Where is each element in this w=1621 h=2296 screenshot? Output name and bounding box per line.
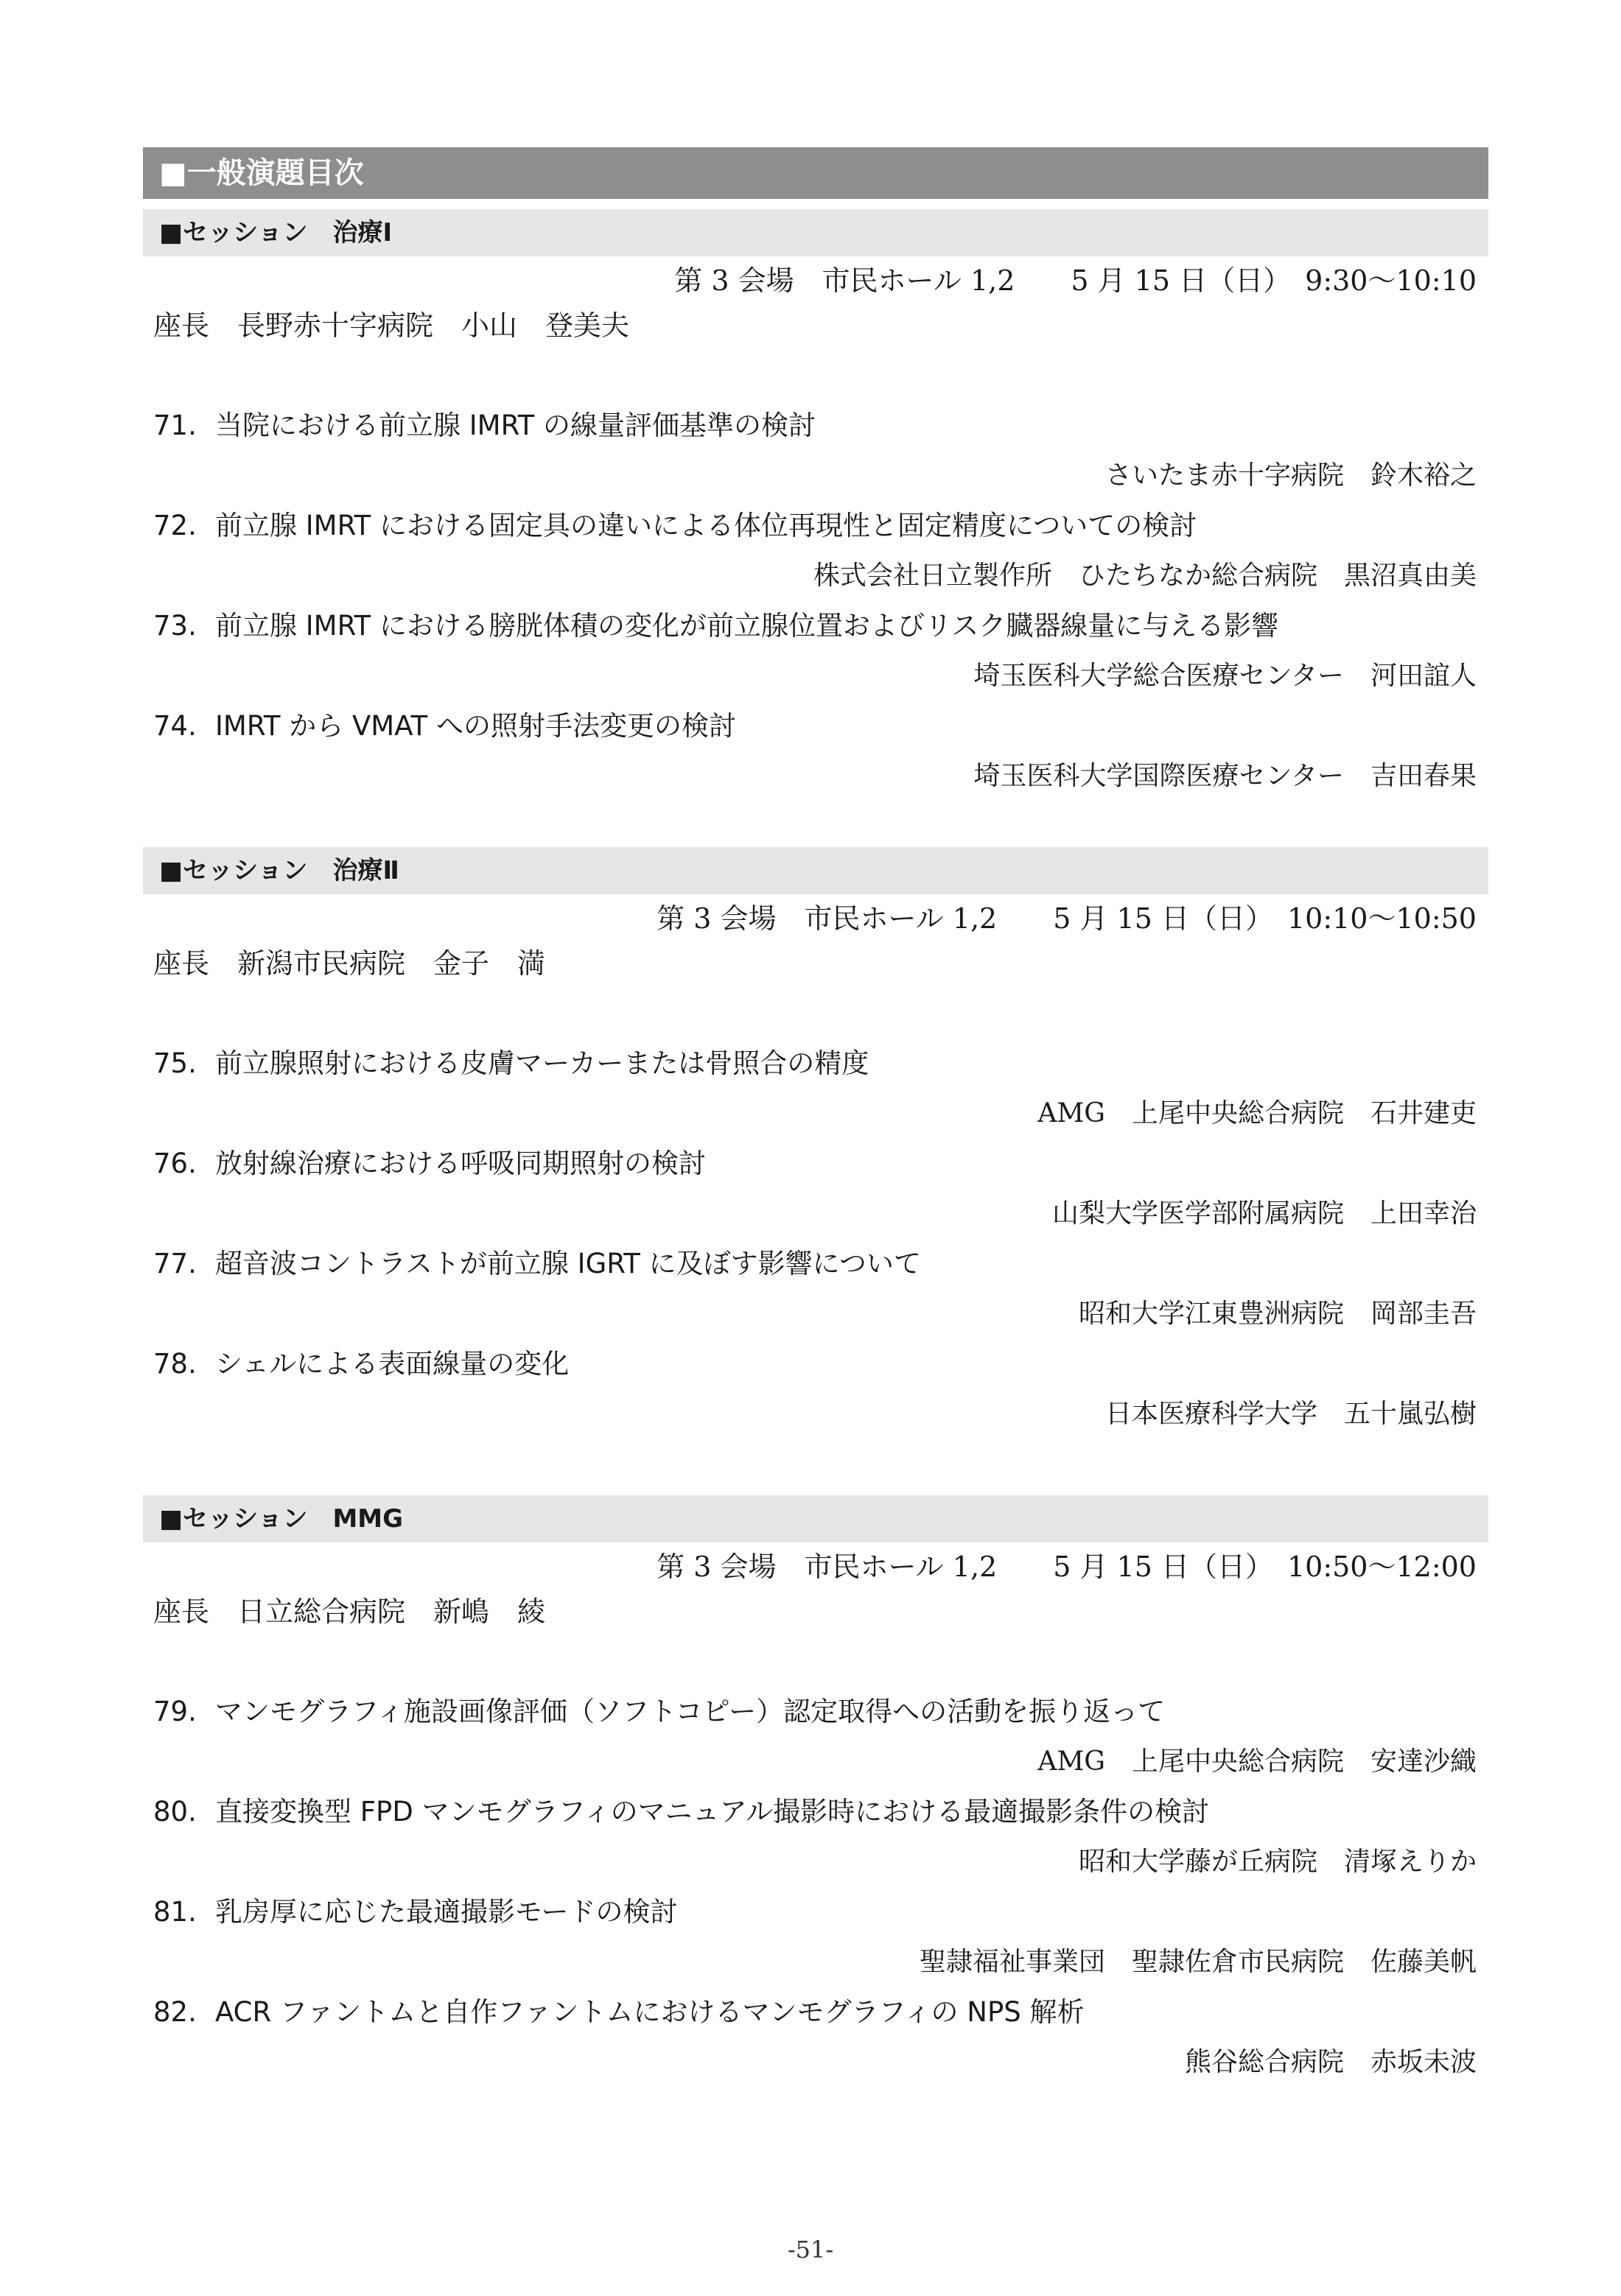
page-number: -51- xyxy=(787,2236,834,2264)
talk-number: 82. xyxy=(153,1996,197,2028)
talk-title: 前立腺 IMRT における固定具の違いによる体位再現性と固定精度についての検討 xyxy=(215,510,1197,541)
page-title: ■一般演題目次 xyxy=(159,156,364,190)
talk-number: 76. xyxy=(153,1148,197,1179)
talk-item xyxy=(143,1139,1488,1239)
talk-title: ACR ファントムと自作ファントムにおけるマンモグラフィの NPS 解析 xyxy=(215,1996,1085,2028)
talk-item xyxy=(143,1887,1488,1987)
talk-number: 79. xyxy=(153,1696,197,1727)
talk-author: 株式会社日立製作所 ひたちなか総合病院 黒沼真由美 xyxy=(813,561,1477,591)
talk-number: 81. xyxy=(153,1896,197,1928)
talk-number: 71. xyxy=(153,410,197,441)
talk-number: 75. xyxy=(153,1047,197,1079)
session-chair: 座長 日立総合病院 新嶋 綾 xyxy=(153,1595,546,1628)
talk-title-line xyxy=(143,1239,1488,1289)
talk-title-line xyxy=(143,501,1488,551)
talk-item xyxy=(143,701,1488,801)
talk-item xyxy=(143,1787,1488,1887)
talk-title-line xyxy=(143,401,1488,451)
talk-list xyxy=(143,401,1488,801)
talk-title: 前立腺 IMRT における膀胱体積の変化が前立腺位置およびリスク臓器線量に与える影響 xyxy=(215,610,1279,642)
talk-list xyxy=(143,1039,1488,1439)
talk-title-line xyxy=(143,1787,1488,1837)
talk-item xyxy=(143,1039,1488,1139)
talk-number: 77. xyxy=(153,1248,197,1279)
talk-author: さいたま赤十字病院 鈴木裕之 xyxy=(1104,460,1477,491)
talk-item xyxy=(143,1339,1488,1439)
talk-number: 72. xyxy=(153,510,197,541)
talk-number: 74. xyxy=(153,710,197,742)
talk-author: 埼玉医科大学国際医療センター 吉田春果 xyxy=(973,761,1477,791)
talk-title: 直接変換型 FPD マンモグラフィのマニュアル撮影時における最適撮影条件の検討 xyxy=(215,1796,1210,1828)
talk-item xyxy=(143,1687,1488,1787)
talk-author: 熊谷総合病院 赤坂未波 xyxy=(1184,2047,1477,2077)
session-venue: 第 3 会場 市民ホール 1,2 5 月 15 日（日） 9:30〜10:10 xyxy=(674,264,1477,297)
talk-title: 前立腺照射における皮膚マーカーまたは骨照合の精度 xyxy=(215,1047,869,1079)
talk-item xyxy=(143,1239,1488,1339)
talk-title-line xyxy=(143,601,1488,651)
talk-title-line xyxy=(143,1987,1488,2037)
session-1 xyxy=(143,209,1488,801)
talk-title-line xyxy=(143,1887,1488,1937)
talk-item xyxy=(143,601,1488,701)
talk-title: IMRT から VMAT への照射手法変更の検討 xyxy=(215,710,737,742)
session-3 xyxy=(143,1495,1488,2088)
talk-author: 埼玉医科大学総合医療センター 河田誼人 xyxy=(973,661,1477,691)
talk-author: 昭和大学藤が丘病院 清塚えりか xyxy=(1078,1847,1477,1877)
session-venue: 第 3 会場 市民ホール 1,2 5 月 15 日（日） 10:50〜12:00 xyxy=(657,1551,1477,1583)
talk-title-line xyxy=(143,1339,1488,1389)
talk-author: 昭和大学江東豊洲病院 岡部圭吾 xyxy=(1078,1299,1477,1329)
talk-author: 山梨大学医学部附属病院 上田幸治 xyxy=(1051,1198,1477,1229)
session-chair: 座長 長野赤十字病院 小山 登美夫 xyxy=(153,309,630,342)
talk-title: シェルによる表面線量の変化 xyxy=(215,1348,570,1380)
talk-number: 80. xyxy=(153,1796,197,1828)
talk-title: 超音波コントラストが前立腺 IGRT に及ぼす影響について xyxy=(215,1248,921,1279)
talk-author: AMG 上尾中央総合病院 安達沙織 xyxy=(1037,1746,1477,1777)
talk-title-line xyxy=(143,701,1488,751)
talk-title-line xyxy=(143,1039,1488,1089)
session-heading: ■セッション MMG xyxy=(143,1495,1488,1542)
talk-title: 乳房厚に応じた最適撮影モードの検討 xyxy=(215,1896,678,1928)
session-chair: 座長 新潟市民病院 金子 満 xyxy=(153,947,546,980)
talk-title: マンモグラフィ施設画像評価（ソフトコピー）認定取得への活動を振り返って xyxy=(215,1696,1166,1727)
session-venue: 第 3 会場 市民ホール 1,2 5 月 15 日（日） 10:10〜10:50 xyxy=(657,902,1477,935)
talk-title: 放射線治療における呼吸同期照射の検討 xyxy=(215,1148,706,1179)
talk-author: AMG 上尾中央総合病院 石井建吏 xyxy=(1037,1098,1477,1128)
session-heading: ■セッション 治療Ⅱ xyxy=(143,847,1488,894)
talk-title-line xyxy=(143,1687,1488,1737)
talk-item xyxy=(143,1987,1488,2088)
session-2 xyxy=(143,847,1488,1439)
talk-author: 聖隷福祉事業団 聖隷佐倉市民病院 佐藤美帆 xyxy=(919,1947,1477,1977)
session-heading: ■セッション 治療Ⅰ xyxy=(143,209,1488,256)
talk-title: 当院における前立腺 IMRT の線量評価基準の検討 xyxy=(215,410,816,441)
talk-item xyxy=(143,401,1488,501)
talk-list xyxy=(143,1687,1488,2088)
talk-item xyxy=(143,501,1488,601)
talk-number: 78. xyxy=(153,1348,197,1380)
talk-title-line xyxy=(143,1139,1488,1189)
talk-author: 日本医療科学大学 五十嵐弘樹 xyxy=(1104,1399,1477,1429)
page-title-bar xyxy=(143,147,1488,199)
talk-number: 73. xyxy=(153,610,197,642)
